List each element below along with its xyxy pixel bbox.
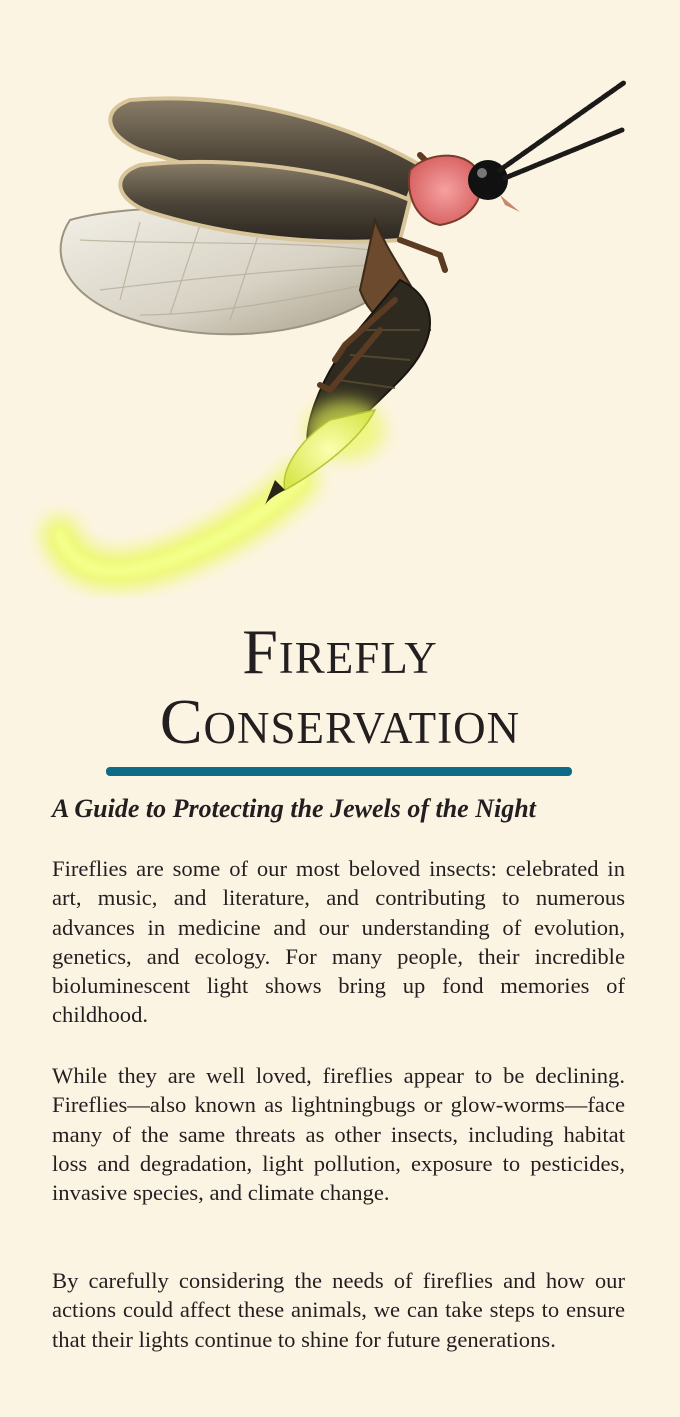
paragraph-threats: While they are well loved, fireflies appear to be declining. Fireflies—also known as lightningbugs or glow-worms—face many of the same threats as other insects, including habitat loss and degradation, light pollution, exposure to pesticides, invasive species, and climate change.	[52, 1063, 625, 1206]
title-line-2: Conservation	[159, 686, 521, 757]
antennae	[500, 82, 625, 178]
title-divider	[106, 767, 572, 776]
title-line-1: Firefly	[242, 616, 438, 687]
pronotum	[409, 156, 481, 225]
firefly-illustration	[0, 0, 680, 600]
paragraph-intro: Fireflies are some of our most beloved insects: celebrated in art, music, and literature, and contributing to numerous advances in medicine and our understanding of evolution, genetics, and ecology. For many people, their incredible bioluminescent light shows bring up fond memories of childhood.	[52, 856, 625, 1028]
subtitle: A Guide to Protecting the Jewels of the Night	[52, 794, 536, 823]
light-trail	[60, 480, 300, 571]
paragraph-action: By carefully considering the needs of fireflies and how our actions could affect these animals, we can take steps to ensure that their lights continue to shine for future generations.	[52, 1268, 625, 1352]
